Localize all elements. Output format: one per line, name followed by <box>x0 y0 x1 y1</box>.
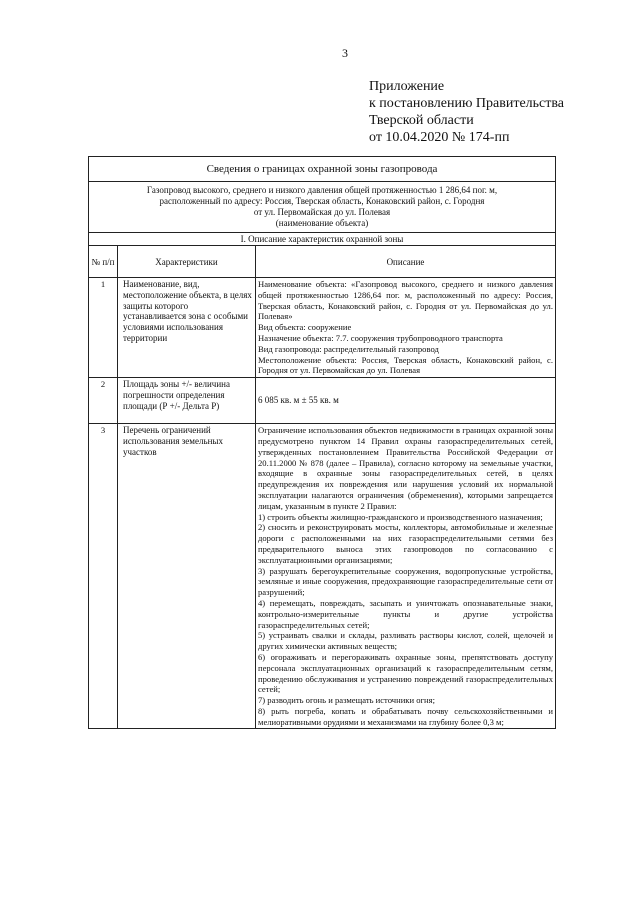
restriction-item: 7) разводить огонь и размещать источники огня; <box>258 695 435 706</box>
table-row <box>89 378 556 424</box>
description-line: Ограничение использования объектов недвижимости в границах охранной зоны предусмотрено пунктом 14 Правил охраны газораспределительных сетей, утвержденных постановлением Правительства Российской Федерации от 20.11.2000 № 878 (далее – Правила), согласно которому на земельные участки, входящие в охранные зоны газораспределительных сетей, в целях предупреждения их повреждения или нарушения условий их нормальной эксплуатации налагаются ограничения (обременения), которыми запрещается лицам, указанным в пункте 2 Правил: <box>258 425 553 511</box>
description-line: Вид газопровода: распределительный газопровод <box>258 343 439 354</box>
row-characteristic: Перечень ограничений использования земельных участков <box>118 424 256 729</box>
restriction-item: 3) разрушать берегоукрепительные сооружения, водопропускные устройства, земляные и иные сооружения, предохраняющие газораспределительные сети от разрушений; <box>258 565 553 598</box>
appendix-line: Тверской области <box>369 113 474 128</box>
object-name-block <box>89 182 556 233</box>
restriction-item: 8) рыть погреба, копать и обрабатывать почву сельскохозяйственными и мелиоративными орудиями и механизмами на глубину более 0,3 м; <box>258 705 553 727</box>
table-row <box>89 278 556 378</box>
table-title: Сведения о границах охранной зоны газопровода <box>89 157 556 182</box>
restriction-item: 5) устраивать свалки и склады, разливать растворы кислот, солей, щелочей и других химически активных веществ; <box>258 630 553 652</box>
appendix-header <box>369 78 564 146</box>
object-caption: (наименование объекта) <box>275 218 369 228</box>
object-line: Газопровод высокого, среднего и низкого давления общей протяженностью 1 286,64 пог. м, <box>146 185 498 195</box>
restriction-item: 6) огораживать и перегораживать охранные зоны, препятствовать доступу персонала эксплуатационных организаций к газораспределительным сетям, проведению обслуживания и устранению повреждений газораспределительных сетей; <box>258 651 553 695</box>
row-description <box>256 278 556 378</box>
table-row <box>89 424 556 729</box>
zone-info-table <box>88 156 556 729</box>
row-number: 3 <box>89 424 118 729</box>
restriction-item: 4) перемещать, повреждать, засыпать и уничтожать опознавательные знаки, контрольно-измерительные пункты и другие устройства газораспределительных сетей; <box>258 597 553 630</box>
description-line: Местоположение объекта: Россия, Тверская область, Конаковский район, с. Городня от ул. Первомайская до ул. Полевая <box>258 354 553 376</box>
row-characteristic: Наименование, вид, местоположение объекта, в целях защиты которого устанавливается зона с особыми условиями использования территории <box>118 278 256 378</box>
restriction-item: 2) сносить и реконструировать мосты, коллекторы, автомобильные и железные дороги с расположенными на них газораспределительными сетями без предварительного выноса этих газопроводов по согласованию с эксплуатационными организациями; <box>258 522 553 565</box>
header-num: № п/п <box>89 246 118 278</box>
description-line: Наименование объекта: «Газопровод высокого, среднего и низкого давления общей протяженностью 1286,64 пог. м, расположенный по адресу: Россия, Тверская область, Конаковский район, с. Городня от ул. Первомайская до ул. Полевая» <box>258 279 553 322</box>
page-number: 3 <box>342 46 348 60</box>
header-description: Описание <box>256 246 556 278</box>
appendix-line: от 10.04.2020 № 174-пп <box>369 130 510 145</box>
description-line: Назначение объекта: 7.7. сооружения трубопроводного транспорта <box>258 332 503 343</box>
row-description <box>256 424 556 729</box>
appendix-line: Приложение <box>369 79 445 94</box>
row-number: 2 <box>89 378 118 424</box>
section-title: I. Описание характеристик охранной зоны <box>89 233 556 246</box>
object-line: расположенный по адресу: Россия, Тверская область, Конаковский район, с. Городня <box>159 196 485 206</box>
restriction-item: 1) строить объекты жилищно-гражданского и производственного назначения; <box>258 511 543 522</box>
appendix-line: к постановлению Правительства <box>369 96 565 111</box>
object-line: от ул. Первомайская до ул. Полевая <box>253 207 391 217</box>
area-value: 6 085 кв. м ± 55 кв. м <box>258 395 339 406</box>
row-description <box>256 378 556 424</box>
header-characteristics: Характеристики <box>118 246 256 278</box>
row-characteristic: Площадь зоны +/- величина погрешности определения площади (Р +/- Дельта Р) <box>118 378 256 424</box>
row-number: 1 <box>89 278 118 378</box>
description-line: Вид объекта: сооружение <box>258 322 352 333</box>
